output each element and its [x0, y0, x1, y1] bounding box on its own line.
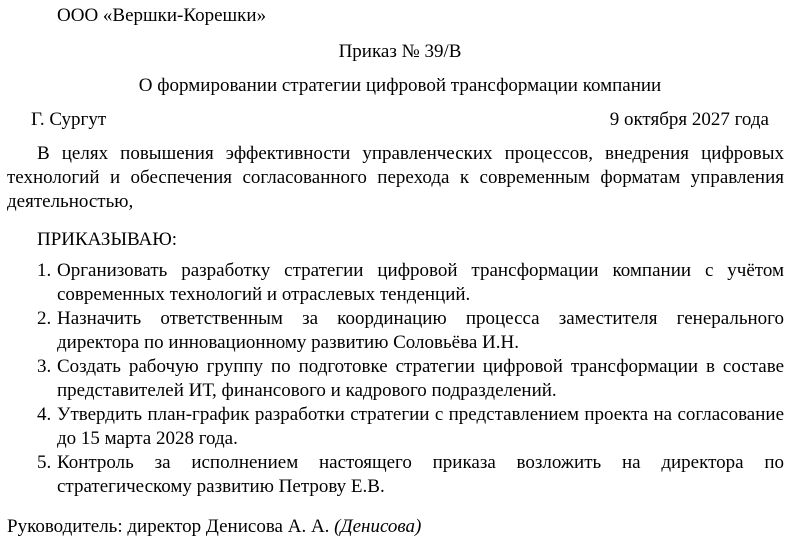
- order-item: [37, 451, 784, 499]
- item-number: 4.: [37, 404, 52, 425]
- signature-name: (Денисова): [334, 516, 422, 537]
- order-item: [37, 259, 784, 307]
- order-number: Приказ № 39/В: [338, 41, 462, 62]
- order-date: 9 октября 2027 года: [609, 109, 769, 130]
- signature-label: Руководитель: директор Денисова А. А.: [7, 516, 330, 537]
- order-item: [37, 403, 784, 451]
- order-items-list: [37, 259, 784, 499]
- signature-line: [7, 515, 421, 539]
- item-text: Утвердить план-график разработки стратегии с представлением проекта на согласование до 15 марта 2028 года.: [57, 404, 784, 449]
- item-number: 3.: [37, 356, 52, 377]
- item-number: 5.: [37, 452, 52, 473]
- item-text: Создать рабочую группу по подготовке стратегии цифровой трансформации в составе представителей ИТ, финансового и кадрового подразделений.: [57, 356, 784, 401]
- orders-heading: ПРИКАЗЫВАЮ:: [37, 229, 178, 250]
- order-subject: О формировании стратегии цифровой трансформации компании: [138, 75, 662, 96]
- item-text: Контроль за исполнением настоящего приказа возложить на директора по стратегическому развитию Петрову Е.В.: [57, 452, 784, 497]
- order-item: [37, 355, 784, 403]
- organization-name: ООО «Вершки-Корешки»: [57, 5, 267, 26]
- preamble: В целях повышения эффективности управленческих процессов, внедрения цифровых технологий и обеспечения согласованного перехода к современным форматам управления деятельностью,: [7, 143, 784, 212]
- item-text: Организовать разработку стратегии цифровой трансформации компании с учётом современных технологий и отраслевых тенденций.: [57, 260, 784, 305]
- item-text: Назначить ответственным за координацию процесса заместителя генерального директора по инновационному развитию Соловьёва И.Н.: [57, 308, 784, 353]
- item-number: 1.: [37, 260, 52, 281]
- city: Г. Сургут: [31, 109, 107, 130]
- order-item: [37, 307, 784, 355]
- item-number: 2.: [37, 308, 52, 329]
